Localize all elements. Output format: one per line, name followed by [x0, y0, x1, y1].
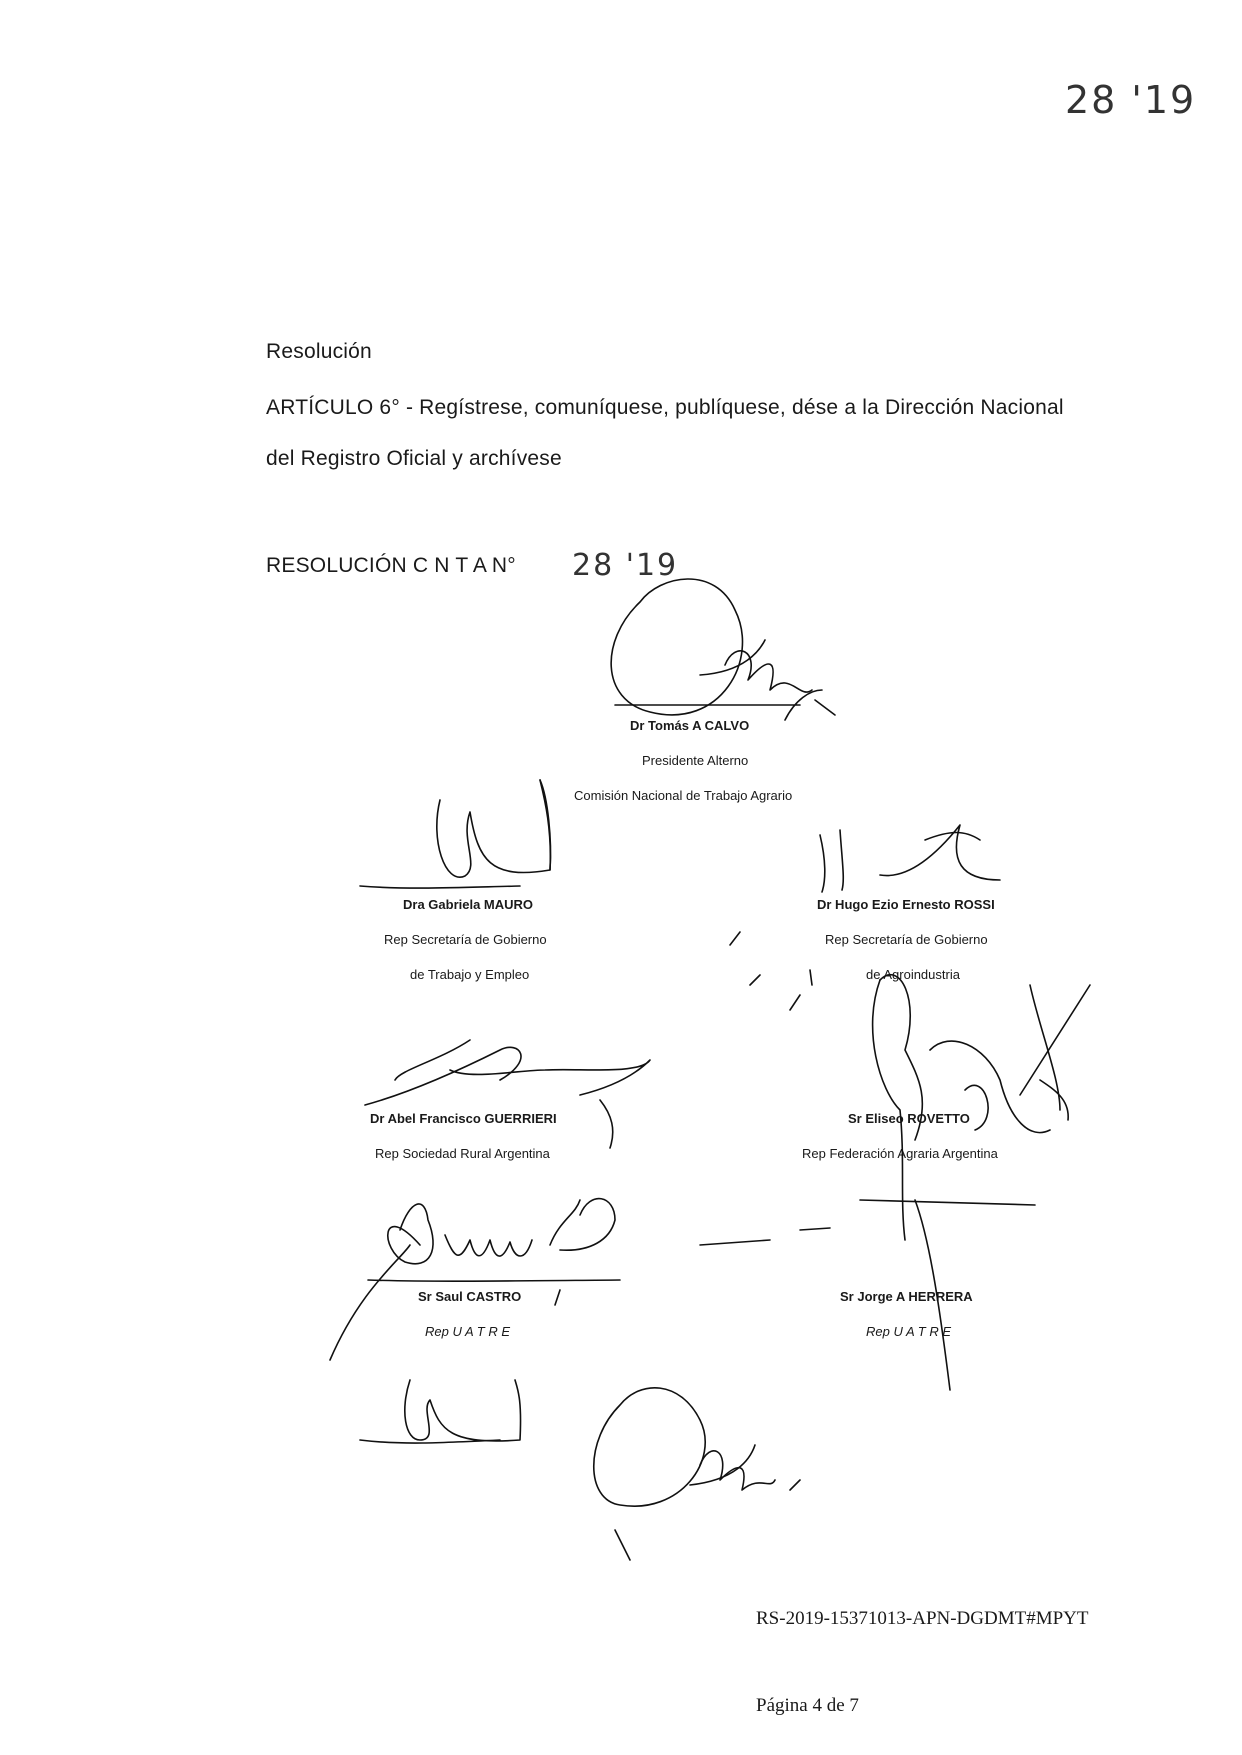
heading: Resolución — [266, 340, 372, 363]
signatory-org-calvo: Comisión Nacional de Trabajo Agrario — [574, 788, 793, 803]
signatory-role-rossi: Rep Secretaría de Gobierno — [825, 932, 988, 947]
signatory-org-rossi: de Agroindustria — [866, 967, 960, 982]
signatory-name-castro: Sr Saul CASTRO — [418, 1289, 522, 1304]
date-stamp-top: 28 '19 — [1065, 78, 1197, 122]
signatory-role-mauro: Rep Secretaría de Gobierno — [384, 932, 547, 947]
signatory-role-guerrieri: Rep Sociedad Rural Argentina — [375, 1146, 550, 1161]
page-number: Página 4 de 7 — [756, 1695, 859, 1716]
signatory-name-herrera: Sr Jorge A HERRERA — [840, 1289, 973, 1304]
signatory-role-rovetto: Rep Federación Agraria Argentina — [802, 1146, 998, 1161]
signatory-role-castro: Rep U A T R E — [425, 1324, 511, 1339]
signatory-name-calvo: Dr Tomás A CALVO — [630, 718, 750, 733]
signatory-role-calvo: Presidente Alterno — [642, 753, 749, 768]
resolution-label: RESOLUCIÓN C N T A N° — [266, 554, 516, 577]
article-line-1: ARTÍCULO 6° - Regístrese, comuníquese, publíquese, dése a la Dirección Nacional — [266, 396, 1064, 419]
signatory-name-guerrieri: Dr Abel Francisco GUERRIERI — [370, 1111, 557, 1126]
document-id: RS-2019-15371013-APN-DGDMT#MPYT — [756, 1608, 1089, 1629]
signatory-name-rovetto: Sr Eliseo ROVETTO — [848, 1111, 970, 1126]
signatory-role-herrera: Rep U A T R E — [866, 1324, 952, 1339]
article-line-2: del Registro Oficial y archívese — [266, 447, 562, 470]
signatory-org-mauro: de Trabajo y Empleo — [410, 967, 530, 982]
signatory-name-rossi: Dr Hugo Ezio Ernesto ROSSI — [817, 897, 995, 912]
signatory-name-mauro: Dra Gabriela MAURO — [403, 897, 534, 912]
resolution-number-stamp: 28 '19 — [572, 548, 679, 583]
